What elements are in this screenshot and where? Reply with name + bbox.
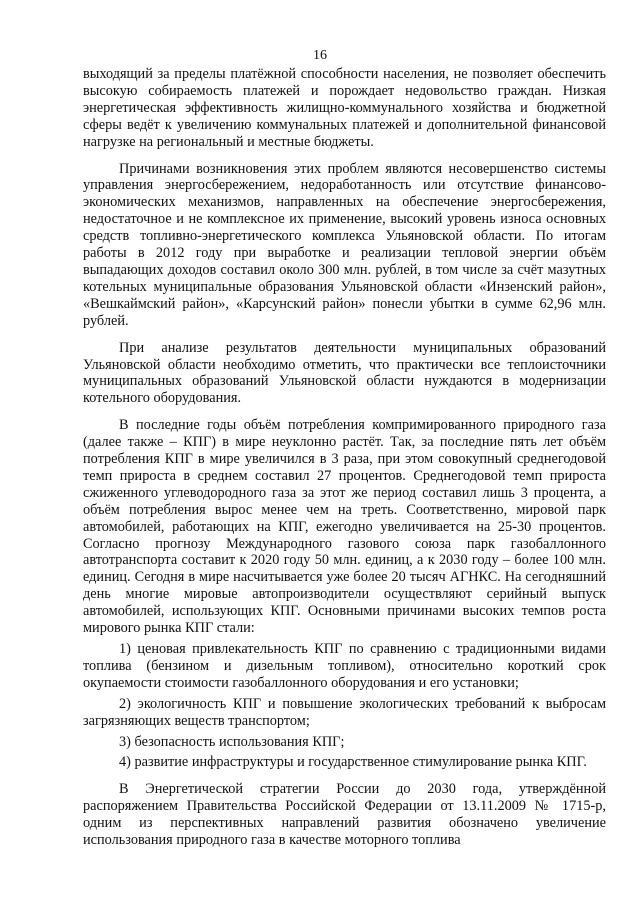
list-item-4: 4) развитие инфраструктуры и государственное стимулирование рынка КПГ. [119,754,587,771]
list-item-2: 2) экологичность КПГ и повышение экологических требований к выбросам загрязняющих веществ транспортом; [83,695,606,729]
paragraph-problem-causes: Причинами возникновения этих проблем являются несовершенство системы управления энергосбережением, недоработанность или отсутствие финансово-экономических механизмов, направленных на обеспечение энергосбережения, недостаточное и не комплексное их применение, высокий уровень износа основных средств топливно-энергетического комплекса Ульяновской области. По итогам работы в 2012 году при выработке и реализации тепловой энергии объём выпадающих доходов составил около 300 млн. рублей, в том числе за счёт мазутных котельных муниципальные образования Ульяновской области «Инзенский район», «Вешкаймский район», «Карсунский район» понесли убытки в сумме 62,96 млн. рублей. [83,160,606,329]
document-body [83,66,606,849]
paragraph-continuation: выходящий за пределы платёжной способности населения, не позволяет обеспечить высокую собираемость платежей и порождает недовольство граждан. Низкая энергетическая эффективность жилищно-коммунального хозяйства и бюджетной сферы ведёт к увеличению коммунальных платежей и дополнительной финансовой нагрузке на региональный и местные бюджеты. [83,66,606,150]
paragraph-cng-consumption: В последние годы объём потребления компримированного природного газа (далее также – КПГ) в мире неуклонно растёт. Так, за последние пять лет объём потребления КПГ в мире увеличился в 3 раза, при этом совокупный среднегодовой темп прироста в среднем составил 27 процентов. Среднегодовой темп прироста сжиженного углеводородного газа за этот же период составил лишь 3 процента, а объём потребления вырос менее чем на треть. Соответственно, мировой парк автомобилей, работающих на КПГ, ежегодно увеличивается на 25-30 процентов. Согласно прогнозу Международного газового союза парк газобаллонного автотранспорта составит к 2020 году 50 млн. единиц, а к 2030 году – более 100 млн. единиц. Сегодня в мире насчитывается уже более 20 тысяч АГНКС. На сегодняшний день многие мировые автопроизводители осуществляют серийный выпуск автомобилей, использующих КПГ. Основными причинами высоких темпов роста мирового рынка КПГ стали: [83,417,606,637]
paragraph-energy-strategy: В Энергетической стратегии России до 2030 года, утверждённой распоряжением Правительства Российской Федерации от 13.11.2009 № 1715-р, одним из перспективных направлений развития обозначено увеличение использования природного газа в качестве моторного топлива [83,781,606,849]
list-item-3: 3) безопасность использования КПГ; [119,733,345,750]
paragraph-analysis: При анализе результатов деятельности муниципальных образований Ульяновской области необходимо отметить, что практически все теплоисточники муниципальных образований Ульяновской области нуждаются в модернизации котельного оборудования. [83,339,606,407]
page-number: 16 [313,48,327,63]
list-item-1: 1) ценовая привлекательность КПГ по сравнению с традиционными видами топлива (бензином и дизельным топливом), относительно короткий срок окупаемости стоимости газобаллонного оборудования и его установки; [83,641,606,691]
